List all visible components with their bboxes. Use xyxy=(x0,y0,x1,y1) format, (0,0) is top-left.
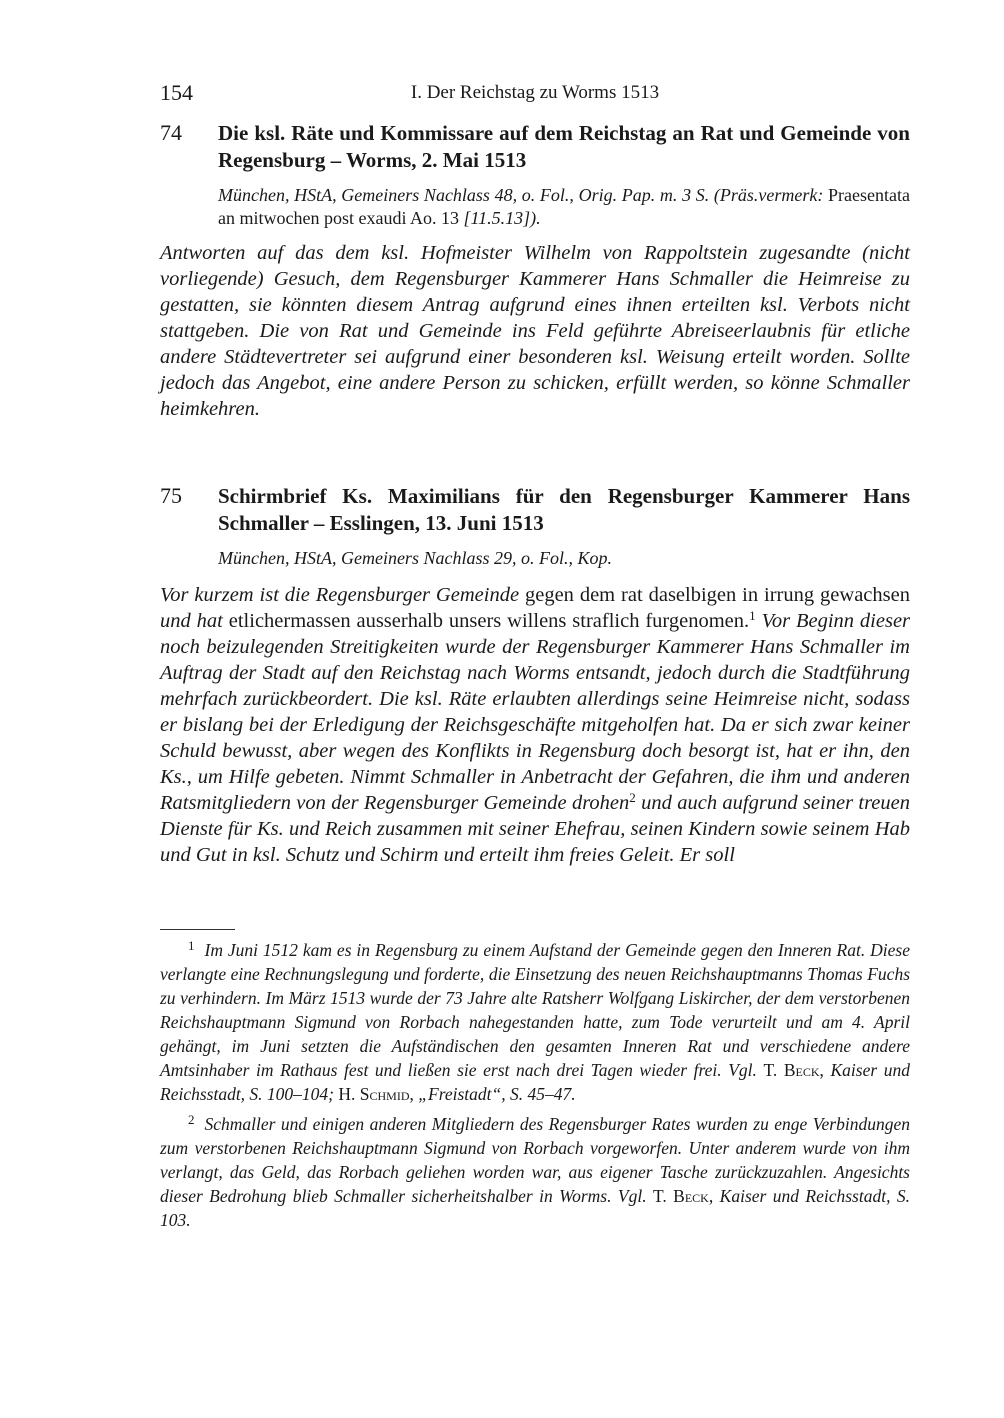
source-note xyxy=(218,547,910,570)
entry-summary: Antworten auf das dem ksl. Hofmeister Wilhelm von Rappoltstein zugesandte (nicht vorliegende) Gesuch, dem Regensburger Kammerer Hans Schmaller die Heimreise zu gestatten, sie könnten diesem Antrag aufgrund eines ihnen erteilten ksl. Verbots nicht stattgeben. Die von Rat und Gemeinde ins Feld geführte Abreiseerlaubnis für etliche andere Städtevertreter sei aufgrund einer besonderen ksl. Weisung erteilt worden. Sollte jedoch das Angebot, eine andere Person zu schicken, erfüllt werden, so könne Schmaller heimkehren. xyxy=(160,242,910,420)
footnote-2 xyxy=(160,1108,910,1232)
source-date: [11.5.13]). xyxy=(463,208,541,228)
page-number: 154 xyxy=(160,80,193,105)
footnote-reference[interactable]: 1 xyxy=(749,608,756,623)
quoted-text: etlichermassen ausserhalb unsers willens straflich furgenomen. xyxy=(228,610,750,632)
footnote-reference[interactable]: 2 xyxy=(629,790,636,805)
citation-title: Kaiser und Reichsstadt, S. 103. xyxy=(160,1186,911,1230)
citation-author: T. Beck, xyxy=(763,1060,824,1080)
footnote-1 xyxy=(160,934,910,1106)
citation-author: T. Beck, xyxy=(653,1186,714,1206)
entry-title: Die ksl. Räte und Kommissare auf dem Reichstag an Rat und Gemeinde von Regensburg – Worms, 2. Mai 1513 xyxy=(218,121,910,172)
body-text: und hat xyxy=(160,610,223,632)
footnote-divider xyxy=(160,929,235,930)
entry-body xyxy=(160,582,910,868)
source-archive: München, HStA, Gemeiners Nachlass 29, o. Fol., Kop. xyxy=(218,548,612,568)
footnote-mark: 2 xyxy=(188,1112,195,1127)
entry-heading xyxy=(160,120,910,174)
entry-74 xyxy=(160,120,910,422)
source-note xyxy=(218,184,910,230)
footnote-text: Schmaller und einigen anderen Mitgliedern des Regensburger Rates wurden zu enge Verbindungen zum verstorbenen Reichshauptmann Sigmund von Rorbach vorgeworfen. Unter anderem wurde von ihm verlangt, das Geld, das Rorbach geliehen worden war, aus eigener Tasche zurückzuzahlen. Angesichts dieser Bedrohung blieb Schmaller sicherheitshalber in Worms. Vgl. xyxy=(160,1114,910,1206)
body-text: Vor kurzem ist die Regensburger Gemeinde xyxy=(160,584,520,606)
running-title: I. Der Reichstag zu Worms 1513 xyxy=(410,82,660,103)
entry-number: 75 xyxy=(160,483,182,508)
footnotes xyxy=(160,934,910,1234)
source-archive: München, HStA, Gemeiners Nachlass 48, o. Fol., Orig. Pap. m. 3 S. (Präs.vermerk: xyxy=(218,185,824,205)
body-text: und auch aufgrund seiner treuen Dienste für Ks. und Reich zusammen mit seiner Ehefrau, seinen Kindern sowie seinem Hab und Gut in ksl. Schutz und Schirm und erteilt ihm freies Geleit. Er soll xyxy=(160,792,911,866)
entry-number: 74 xyxy=(160,120,182,145)
entry-75 xyxy=(160,483,910,868)
footnote-mark: 1 xyxy=(188,938,195,953)
citation-title: „Freistadt“, S. 45–47. xyxy=(418,1084,576,1104)
body-text: Vor Beginn dieser noch beizulegenden Streitigkeiten wurde der Regensburger Kammerer Hans Schmaller im Auftrag der Stadt auf den Reichstag nach Worms entsandt, jedoch durch die Stadtführung mehrfach zurückbeordert. Die ksl. Räte erlaubten allerdings seine Heimreise nicht, sodass er bislang bei der Erledigung der Reichsgeschäfte mitgeholfen hat. Da er sich zwar keiner Schuld bewusst, aber wegen des Konflikts in Regensburg doch besorgt ist, hat er ihn, den Ks., um Hilfe gebeten. Nimmt Schmaller in Anbetracht der Gefahren, die ihm und anderen Ratsmitgliedern von der Regensburger Gemeinde drohen xyxy=(160,610,911,814)
entry-heading xyxy=(160,483,910,537)
source-endorsement: Praesentata an mitwochen post exaudi Ao. 13 xyxy=(218,185,911,228)
quoted-text: gegen dem rat daselbigen in irrung gewachsen xyxy=(524,584,910,606)
citation-author: H. Schmid, xyxy=(338,1084,414,1104)
running-header xyxy=(160,80,910,106)
citation-title: Kaiser und Reichsstadt, S. 100–104; xyxy=(160,1060,911,1104)
footnote-text: Im Juni 1512 kam es in Regensburg zu einem Aufstand der Gemeinde gegen den Inneren Rat. Diese verlangte eine Rechnungslegung und forderte, die Einsetzung des neuen Reichshauptmanns Thomas Fuchs zu verhindern. Im März 1513 wurde der 73 Jahre alte Ratsherr Wolfgang Liskircher, der dem verstorbenen Reichshauptmann Sigmund von Rorbach nahegestanden hatte, zum Tode verurteilt und am 4. April gehängt, im Juni setzten die Aufständischen den gesamten Inneren Rat und verschiedene andere Amtsinhaber im Rathaus fest und ließen sie erst nach drei Tagen wieder frei. Vgl. xyxy=(160,940,910,1080)
entry-title: Schirmbrief Ks. Maximilians für den Regensburger Kammerer Hans Schmaller – Esslingen, 13. Juni 1513 xyxy=(218,484,910,535)
